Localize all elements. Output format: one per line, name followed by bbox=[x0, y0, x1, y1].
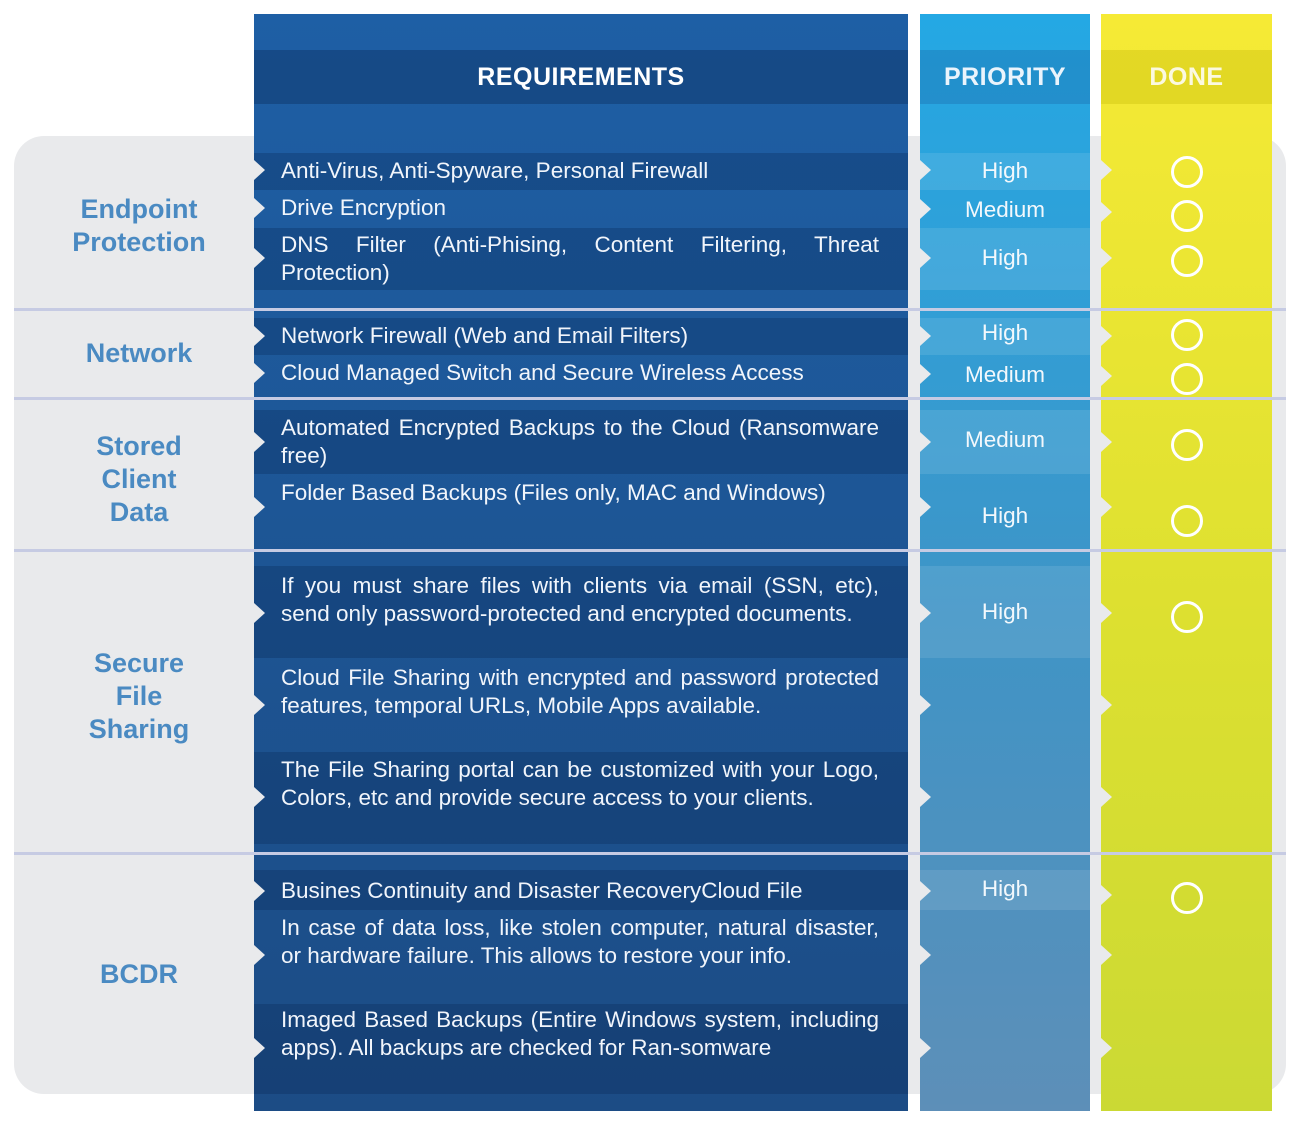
done-checkbox[interactable] bbox=[1171, 429, 1203, 461]
category-label-line: Secure bbox=[93, 648, 185, 678]
priority-value: Medium bbox=[964, 197, 1046, 222]
requirement-text: Network Firewall (Web and Email Filters) bbox=[281, 323, 689, 348]
priority-value: Medium bbox=[964, 427, 1046, 452]
row-arrow bbox=[920, 1038, 931, 1058]
row-arrow bbox=[1101, 366, 1112, 386]
requirement-text: DNS Filter (Anti-Phising, Content Filtering, Threat Protection) bbox=[281, 232, 879, 285]
category-secure-file-sharing bbox=[34, 647, 244, 746]
row-arrow bbox=[1101, 248, 1112, 268]
priority-value: High bbox=[981, 876, 1029, 901]
priority-header: PRIORITY bbox=[943, 63, 1067, 91]
category-stored-client-data bbox=[34, 430, 244, 529]
requirement-text: Folder Based Backups (Files only, MAC and Windows) bbox=[281, 480, 826, 505]
done-checkbox[interactable] bbox=[1171, 200, 1203, 232]
section-divider bbox=[14, 397, 1286, 400]
row-arrow bbox=[920, 160, 931, 180]
category-label-line: BCDR bbox=[100, 959, 178, 989]
done-header: DONE bbox=[1149, 63, 1224, 91]
category-label-line: Network bbox=[85, 338, 193, 368]
row-arrow bbox=[920, 248, 931, 268]
priority-value: High bbox=[981, 320, 1029, 345]
category-label-line: Client bbox=[101, 464, 177, 494]
category-endpoint-protection bbox=[34, 193, 244, 259]
section-divider bbox=[14, 549, 1286, 552]
requirement-text: Cloud Managed Switch and Secure Wireless Access bbox=[281, 360, 804, 385]
row-arrow bbox=[254, 695, 265, 715]
row-arrow bbox=[254, 1038, 265, 1058]
row-arrow bbox=[254, 432, 265, 452]
row-arrow bbox=[1101, 1038, 1112, 1058]
done-checkbox[interactable] bbox=[1171, 156, 1203, 188]
row-arrow bbox=[254, 248, 265, 268]
row-arrow bbox=[1101, 432, 1112, 452]
section-divider bbox=[14, 852, 1286, 855]
row-arrow bbox=[1101, 202, 1112, 222]
category-network bbox=[34, 337, 244, 370]
row-arrow bbox=[920, 199, 931, 219]
priority-value: High bbox=[981, 158, 1029, 183]
requirement-text: Imaged Based Backups (Entire Windows system, including apps). All backups are checked for Ran-somware bbox=[281, 1007, 879, 1060]
row-arrow bbox=[920, 787, 931, 807]
row-arrow bbox=[1101, 885, 1112, 905]
row-arrow bbox=[920, 945, 931, 965]
row-arrow bbox=[1101, 787, 1112, 807]
done-checkbox[interactable] bbox=[1171, 601, 1203, 633]
row-arrow bbox=[920, 603, 931, 623]
priority-value: Medium bbox=[964, 362, 1046, 387]
row-arrow bbox=[254, 198, 265, 218]
section-divider bbox=[14, 308, 1286, 311]
priority-value: High bbox=[981, 599, 1029, 624]
done-checkbox[interactable] bbox=[1171, 505, 1203, 537]
requirement-text: The File Sharing portal can be customized with your Logo, Colors, etc and provide secure access to your clients. bbox=[281, 757, 879, 810]
requirement-text: In case of data loss, like stolen computer, natural disaster, or hardware failure. This allows to restore your info. bbox=[281, 915, 879, 968]
requirement-text: Busines Continuity and Disaster RecoveryCloud File bbox=[281, 878, 803, 903]
row-arrow bbox=[254, 363, 265, 383]
row-arrow bbox=[1101, 160, 1112, 180]
row-arrow bbox=[1101, 497, 1112, 517]
row-arrow bbox=[920, 497, 931, 517]
category-label-line: Endpoint bbox=[80, 194, 198, 224]
done-checkbox[interactable] bbox=[1171, 319, 1203, 351]
row-arrow bbox=[920, 881, 931, 901]
category-label-line: Sharing bbox=[88, 714, 190, 744]
done-checkbox[interactable] bbox=[1171, 363, 1203, 395]
category-bcdr bbox=[34, 958, 244, 991]
requirement-text: Automated Encrypted Backups to the Cloud (Ransomware free) bbox=[281, 415, 879, 468]
category-label-line: File bbox=[115, 681, 163, 711]
category-label-line: Data bbox=[109, 497, 169, 527]
row-arrow bbox=[254, 603, 265, 623]
row-arrow bbox=[254, 497, 265, 517]
row-arrow bbox=[1101, 945, 1112, 965]
requirement-text: Anti-Virus, Anti-Spyware, Personal Firewall bbox=[281, 158, 709, 183]
requirements-header: REQUIREMENTS bbox=[477, 63, 685, 91]
row-arrow bbox=[254, 881, 265, 901]
row-arrow bbox=[1101, 326, 1112, 346]
row-arrow bbox=[920, 364, 931, 384]
row-arrow bbox=[254, 787, 265, 807]
category-label-line: Stored bbox=[96, 431, 182, 461]
requirement-text: If you must share files with clients via email (SSN, etc), send only password-protected and encrypted documents. bbox=[281, 573, 879, 626]
row-arrow bbox=[254, 160, 265, 180]
row-arrow bbox=[254, 326, 265, 346]
requirement-text: Drive Encryption bbox=[281, 195, 447, 220]
priority-value: High bbox=[981, 245, 1029, 270]
row-arrow bbox=[920, 326, 931, 346]
row-arrow bbox=[254, 945, 265, 965]
requirement-text: Cloud File Sharing with encrypted and password protected features, temporal URLs, Mobile Apps available. bbox=[281, 665, 879, 718]
row-arrow bbox=[1101, 695, 1112, 715]
done-checkbox[interactable] bbox=[1171, 245, 1203, 277]
row-arrow bbox=[920, 432, 931, 452]
category-label-line: Protection bbox=[72, 227, 206, 257]
done-checkbox[interactable] bbox=[1171, 882, 1203, 914]
row-arrow bbox=[1101, 603, 1112, 623]
row-arrow bbox=[920, 695, 931, 715]
priority-value: High bbox=[981, 503, 1029, 528]
